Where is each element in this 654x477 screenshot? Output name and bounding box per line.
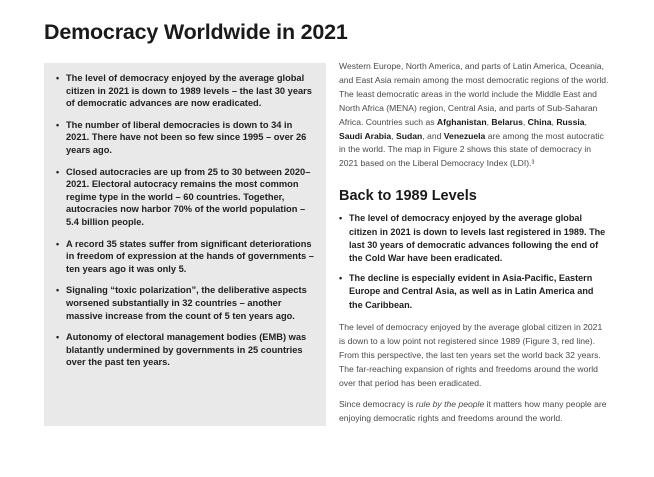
- bullet-icon: •: [339, 213, 343, 224]
- highlights-box: [44, 63, 326, 426]
- intro-text-before: Western Europe, North America, and parts of Latin America, Oceania, and East Asia remain among the most democratic regions of the world. The least democratic areas in the world include the Middle East and North Africa (MENA) region, Central Asia, and parts of Sub-Saharan Africa. Countries such as: [339, 61, 609, 127]
- bullet-icon: •: [56, 119, 60, 130]
- closing-paragraph: [339, 398, 609, 426]
- separator: ,: [522, 116, 528, 127]
- highlight-text: Autonomy of electoral management bodies (EMB) was blatantly undermined by governments in 25 countries over the past ten years.: [66, 332, 307, 368]
- highlight-item: [56, 284, 318, 322]
- key-points-list: [339, 212, 609, 312]
- bullet-icon: •: [56, 332, 60, 343]
- country-china: China: [527, 116, 552, 127]
- intro-paragraph: [339, 60, 609, 171]
- body-paragraph: The level of democracy enjoyed by the average global citizen in 2021 is down to a low point not registered since 1989 (Figure 3, red line). From this perspective, the last ten years set the world back 32 years. The far-reaching expansion of rights and freedoms around the world over that period has been eradicated.: [339, 322, 603, 388]
- bullet-icon: •: [56, 238, 60, 249]
- key-point-item: [339, 212, 609, 266]
- closing-italic-text: rule by the people: [415, 398, 485, 409]
- bullet-icon: •: [56, 285, 60, 296]
- country-sudan: Sudan: [396, 130, 423, 141]
- country-afghanistan: Afghanistan: [436, 116, 487, 127]
- highlight-text: Signaling “toxic polarization”, the deliberative aspects worsened substantially in 32 countries – another massive increase from the count of 5 ten years ago.: [66, 285, 307, 321]
- page-title: Democracy Worldwide in 2021: [44, 20, 348, 44]
- closing-text-after: it matters how many people are enjoying democratic rights and freedoms around the world.: [339, 398, 607, 423]
- highlight-item: [56, 72, 318, 110]
- bullet-icon: •: [56, 166, 60, 177]
- country-belarus: Belarus: [491, 116, 523, 127]
- separator: ,: [486, 116, 492, 127]
- key-point-item: [339, 272, 609, 312]
- highlight-text: A record 35 states suffer from significant deteriorations in freedom of expression at the hands of governments – ten years ago it was only 5.: [66, 238, 314, 274]
- intro-text-after: are among the most autocratic in the world. The map in Figure 2 shows this state of democracy in 2021 based on the Liberal Democracy Index (LDI).³: [339, 130, 604, 169]
- separator: ,: [551, 116, 557, 127]
- separator: ,: [391, 130, 396, 141]
- right-column: [339, 60, 609, 425]
- key-point-text: The decline is especially evident in Asia-Pacific, Eastern Europe and Central Asia, as well as in Latin America and the Caribbean.: [349, 272, 594, 310]
- separator: ,: [584, 116, 587, 127]
- bullet-icon: •: [56, 73, 60, 83]
- highlight-text: The number of liberal democracies is down to 34 in 2021. There have not been so few since 1995 – over 26 years ago.: [66, 119, 307, 155]
- highlight-text: Closed autocracies are up from 25 to 30 between 2020–2021. Electoral autocracy remains the most common regime type in the world – 60 countries. Together, autocracies now harbor 70% of the world population – 5.4 billion people.: [66, 166, 311, 227]
- highlights-list: [56, 72, 318, 369]
- highlight-text: The level of democracy enjoyed by the average global citizen in 2021 is down to 1989 levels – the last 30 years of democratic advances are now eradicated.: [66, 73, 312, 109]
- separator: , and: [422, 130, 444, 141]
- section-heading: Back to 1989 Levels: [339, 188, 477, 205]
- bullet-icon: •: [339, 272, 343, 283]
- key-point-text: The level of democracy enjoyed by the average global citizen in 2021 is down to levels last registered in 1989. The last 30 years of democratic advances following the end of the Cold War have been eradicated.: [349, 213, 606, 264]
- highlight-item: [56, 238, 318, 276]
- highlight-item: [56, 119, 318, 157]
- country-saudi-arabia: Saudi Arabia: [339, 130, 392, 141]
- highlight-item: [56, 331, 318, 369]
- country-russia: Russia: [556, 116, 585, 127]
- highlight-item: [56, 166, 318, 229]
- country-venezuela: Venezuela: [443, 130, 486, 141]
- closing-text-before: Since democracy is: [339, 398, 416, 409]
